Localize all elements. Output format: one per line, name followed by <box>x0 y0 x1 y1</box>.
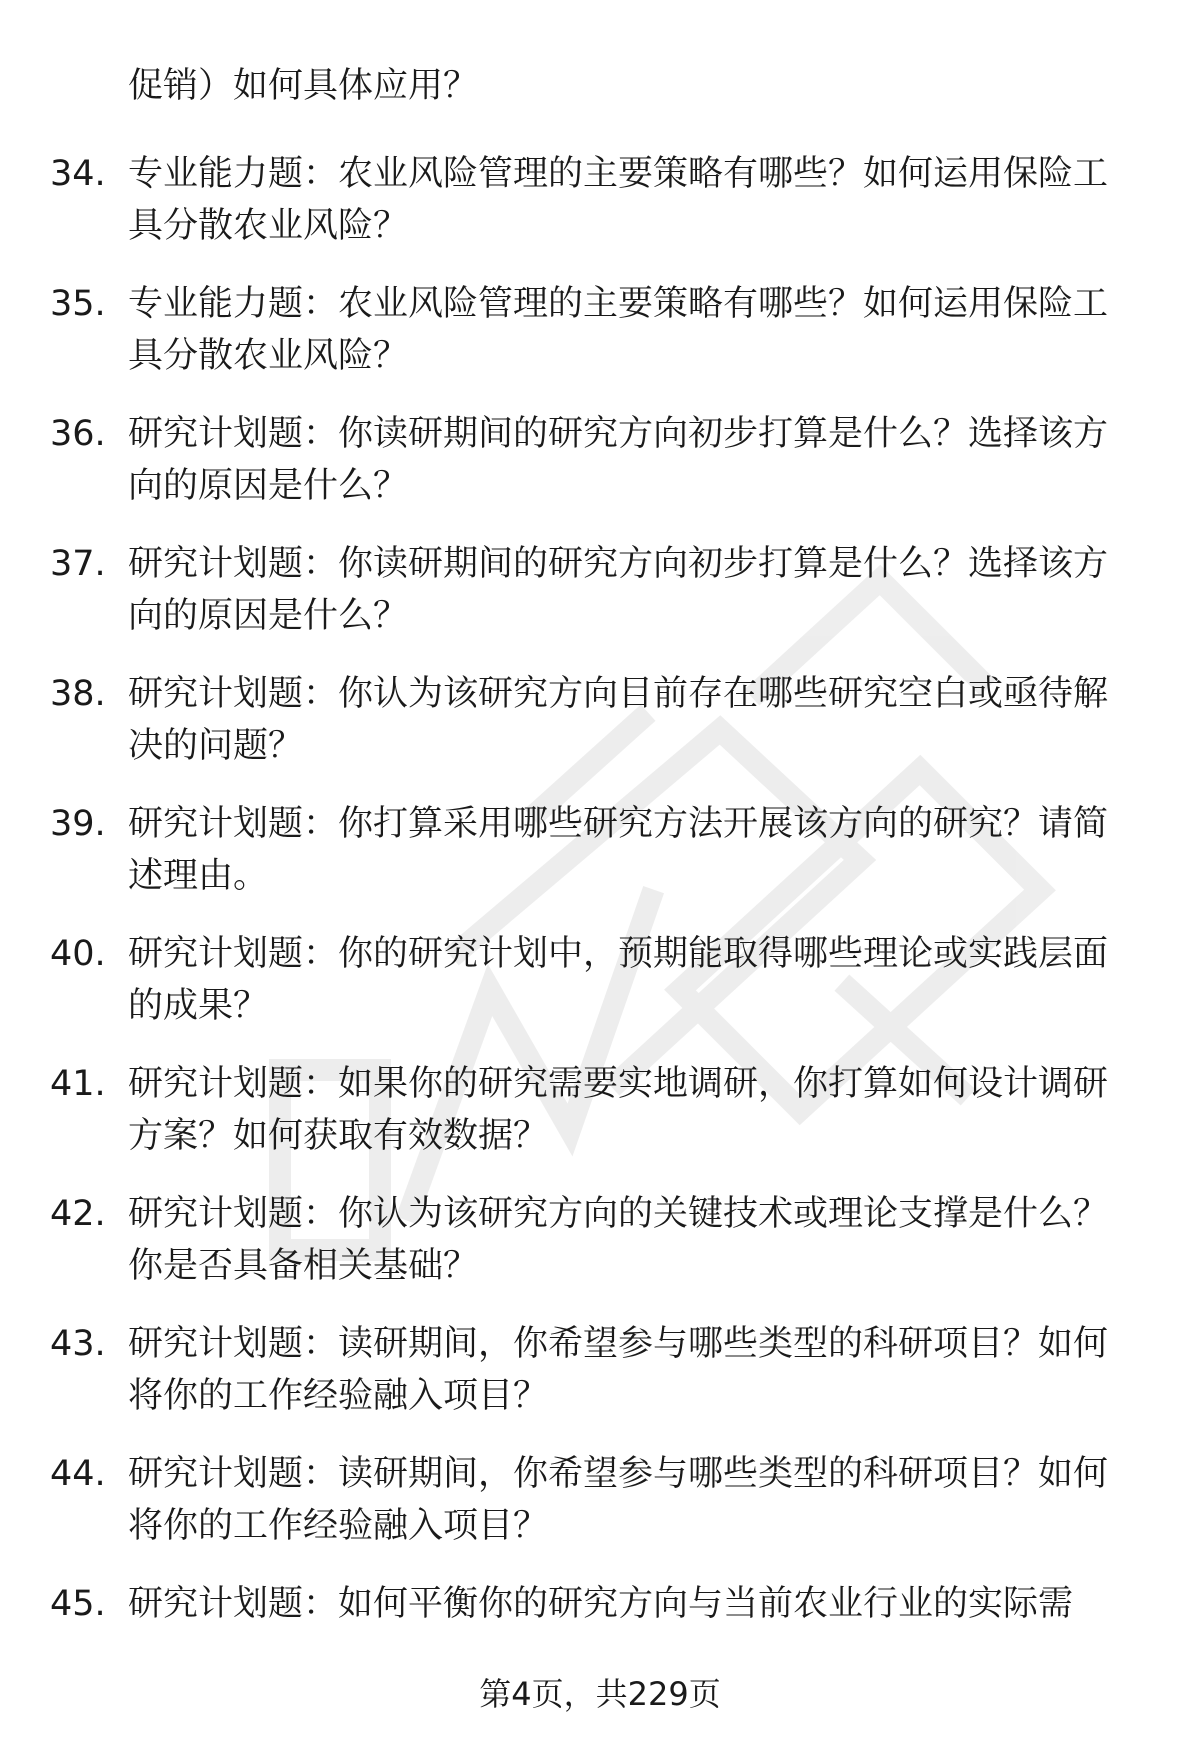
question-number: 36. <box>50 414 106 454</box>
question-text: 研究计划题：你认为该研究方向的关键技术或理论支撑是什么？你是否具备相关基础？ <box>128 1194 1109 1286</box>
list-item <box>0 538 1200 668</box>
question-number: 42. <box>50 1194 106 1234</box>
list-item <box>0 148 1200 278</box>
list-item <box>0 408 1200 538</box>
page-footer: 第4页，共229页 <box>479 1675 721 1713</box>
question-text: 研究计划题：你打算采用哪些研究方法开展该方向的研究？请简述理由。 <box>128 804 1109 896</box>
list-item <box>0 1448 1200 1578</box>
question-text: 研究计划题：如果你的研究需要实地调研，你打算如何设计调研方案？如何获取有效数据？ <box>128 1064 1109 1156</box>
list-item <box>0 1058 1200 1188</box>
question-number: 43. <box>50 1324 106 1364</box>
question-list <box>0 148 1200 1708</box>
question-number: 37. <box>50 544 106 584</box>
list-item <box>0 798 1200 928</box>
question-number: 39. <box>50 804 106 844</box>
list-item <box>0 1318 1200 1448</box>
question-text: 研究计划题：你读研期间的研究方向初步打算是什么？选择该方向的原因是什么？ <box>128 544 1109 636</box>
question-text: 研究计划题：如何平衡你的研究方向与当前农业行业的实际需 <box>128 1584 1074 1624</box>
continued-question-text: 促销）如何具体应用？ <box>128 66 479 106</box>
question-text: 专业能力题：农业风险管理的主要策略有哪些？如何运用保险工具分散农业风险？ <box>128 154 1109 246</box>
question-text: 研究计划题：你的研究计划中，预期能取得哪些理论或实践层面的成果？ <box>128 934 1109 1026</box>
question-number: 44. <box>50 1454 106 1494</box>
question-text: 研究计划题：读研期间，你希望参与哪些类型的科研项目？如何将你的工作经验融入项目？ <box>128 1454 1109 1546</box>
question-text: 研究计划题：你读研期间的研究方向初步打算是什么？选择该方向的原因是什么？ <box>128 414 1109 506</box>
list-item <box>0 668 1200 798</box>
question-text: 研究计划题：你认为该研究方向目前存在哪些研究空白或亟待解决的问题？ <box>128 674 1109 766</box>
list-item <box>0 1188 1200 1318</box>
question-number: 45. <box>50 1584 106 1624</box>
question-number: 35. <box>50 284 106 324</box>
question-number: 40. <box>50 934 106 974</box>
list-item <box>0 928 1200 1058</box>
question-text: 专业能力题：农业风险管理的主要策略有哪些？如何运用保险工具分散农业风险？ <box>128 284 1109 376</box>
question-number: 38. <box>50 674 106 714</box>
question-text: 研究计划题：读研期间，你希望参与哪些类型的科研项目？如何将你的工作经验融入项目？ <box>128 1324 1109 1416</box>
question-number: 34. <box>50 154 106 194</box>
list-item <box>0 278 1200 408</box>
question-number: 41. <box>50 1064 106 1104</box>
